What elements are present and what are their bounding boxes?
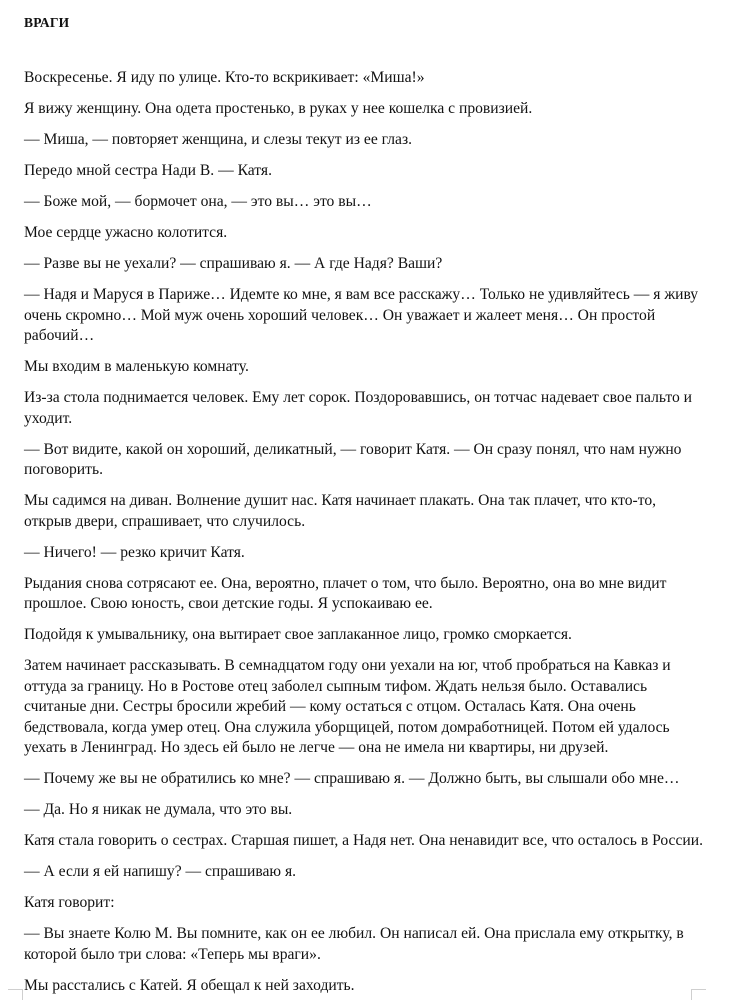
page-corner-mark-left [8, 989, 23, 1000]
paragraph: — Разве вы не уехали? — спрашиваю я. — А где Надя? Ваши? [24, 255, 443, 272]
paragraph: Подойдя к умывальнику, она вытирает свое заплаканное лицо, громко сморкается. [24, 626, 572, 643]
paragraph: Катя стала говорить о сестрах. Старшая пишет, а Надя нет. Она ненавидит все, что осталось в России. [24, 832, 703, 849]
paragraph: Затем начинает рассказывать. В семнадцатом году они уехали на юг, чтоб пробраться на Кавказ и оттуда за границу. Но в Ростове отец заболел сыпным тифом. Ждать нельзя было. Оставались считаные дни. Сестры бросили жребий — кому остаться с отцом. Осталась Катя. Она очень бедствовала, когда умер отец. Она служила уборщицей, потом домработницей. Потом ей удалось уехать в Ленинград. Но здесь ей было не легче — она не имела ни квартиры, ни друзей. [24, 657, 671, 756]
paragraph: — Вот видите, какой он хороший, деликатный, — говорит Катя. — Он сразу понял, что нам нужно поговорить. [24, 440, 682, 478]
paragraph: Катя говорит: [24, 894, 115, 911]
paragraph: Мое сердце ужасно колотится. [24, 224, 228, 241]
paragraph: Воскресенье. Я иду по улице. Кто-то вскрикивает: «Миша!» [24, 69, 425, 86]
document-title: ВРАГИ [24, 15, 70, 30]
paragraph: Мы садимся на диван. Волнение душит нас. Катя начинает плакать. Она так плачет, что кто-то, открыв двери, спрашивает, что случилось. [24, 492, 657, 530]
paragraph: — Вы знаете Колю М. Вы помните, как он ее любил. Он написал ей. Она прислала ему открытку, в которой было три слова: «Теперь мы враги». [24, 925, 684, 963]
paragraph: — А если я ей напишу? — спрашиваю я. [24, 863, 297, 880]
document-body [24, 68, 704, 1007]
paragraph: — Боже мой, — бормочет она, — это вы… это вы… [24, 193, 372, 210]
paragraph: Я вижу женщину. Она одета простенько, в руках у нее кошелка с провизией. [24, 100, 533, 117]
paragraph: Из-за стола поднимается человек. Ему лет сорок. Поздоровавшись, он тотчас надевает свое пальто и уходит. [24, 389, 693, 427]
paragraph: — Почему же вы не обратились ко мне? — спрашиваю я. — Должно быть, вы слышали обо мне… [24, 770, 680, 787]
paragraph: Передо мной сестра Нади В. — Катя. [24, 162, 272, 179]
page-corner-mark-right [691, 989, 706, 1000]
paragraph: — Миша, — повторяет женщина, и слезы текут из ее глаз. [24, 131, 413, 148]
paragraph: Мы входим в маленькую комнату. [24, 358, 249, 375]
paragraph: Рыдания снова сотрясают ее. Она, вероятно, плачет о том, что было. Вероятно, она во мне видит прошлое. Свою юность, свои детские годы. Я успокаиваю ее. [24, 574, 667, 612]
paragraph: Мы расстались с Катей. Я обещал к ней заходить. [24, 976, 355, 994]
paragraph: — Да. Но я никак не думала, что это вы. [24, 801, 293, 818]
paragraph: — Ничего! — резко кричит Катя. [24, 543, 245, 561]
paragraph: — Надя и Маруся в Париже… Идемте ко мне, я вам все расскажу… Только не удивляйтесь — я живу очень скромно… Мой муж очень хороший человек… Он уважает и жалеет меня… Он простой рабочий… [24, 286, 699, 344]
